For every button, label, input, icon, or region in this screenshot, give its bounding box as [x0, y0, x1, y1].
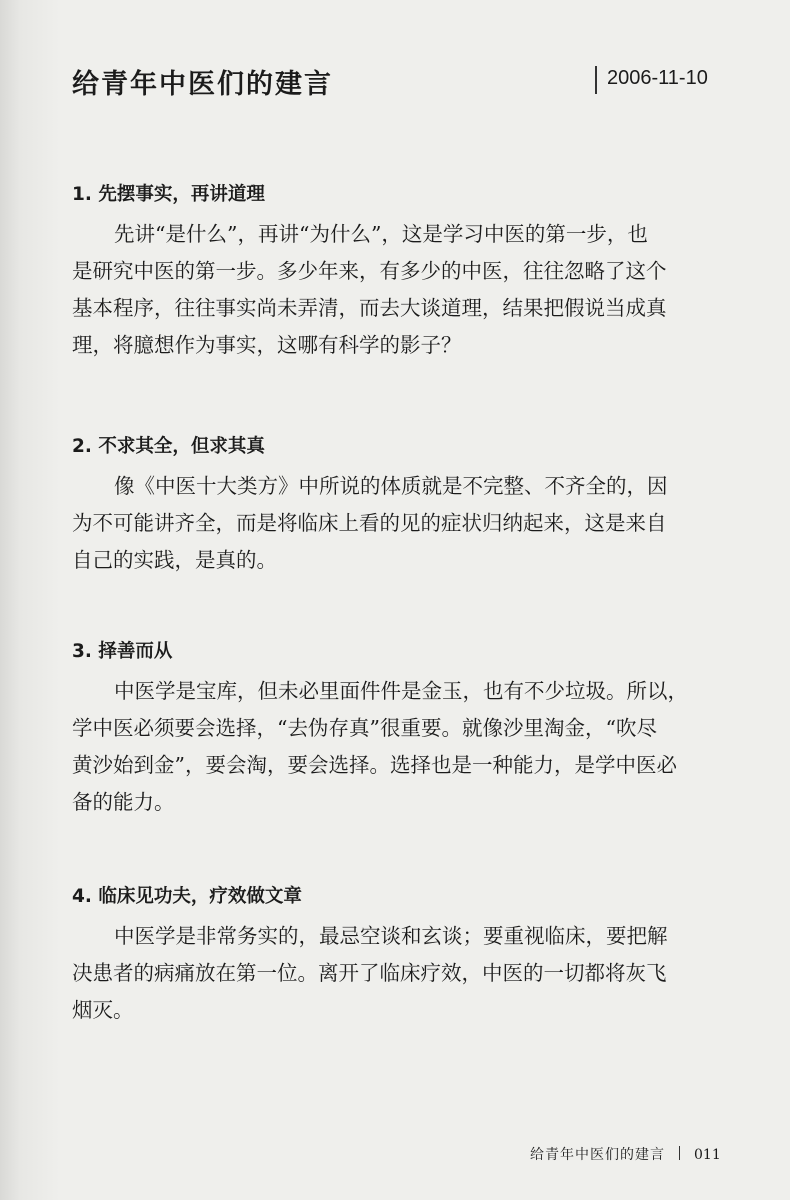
section-4: [72, 882, 712, 1029]
paragraph-line: 像《中医十大类方》中所说的体质就是不完整、不齐全的，因: [114, 474, 668, 498]
section-3: [72, 637, 712, 821]
header-divider: [595, 66, 597, 94]
paragraph-line: 先讲“是什么”，再讲“为什么”，这是学习中医的第一步，也: [114, 222, 648, 246]
section-heading: 2. 不求其全，但求其真: [72, 436, 265, 457]
paragraph-line: 烟灭。: [72, 998, 134, 1022]
paragraph-line: 是研究中医的第一步。多少年来，有多少的中医，往往忽略了这个: [72, 259, 667, 283]
paragraph-line: 中医学是宝库，但未必里面件件是金玉，也有不少垃圾。所以，: [114, 679, 688, 703]
section-heading: 1. 先摆事实，再讲道理: [72, 184, 265, 205]
paragraph-line: 学中医必须要会选择，“去伪存真”很重要。就像沙里淘金，“吹尽: [72, 716, 657, 740]
page-header: [72, 62, 712, 102]
paragraph-line: 黄沙始到金”，要会淘，要会选择。选择也是一种能力，是学中医必: [72, 753, 677, 777]
paragraph-line: 决患者的病痛放在第一位。离开了临床疗效，中医的一切都将灰飞: [72, 961, 667, 985]
page-title: 给青年中医们的建言: [72, 69, 333, 100]
section-2: [72, 432, 712, 579]
paragraph-line: 为不可能讲齐全，而是将临床上看的见的症状归纳起来，这是来自: [72, 511, 667, 535]
paragraph-line: 基本程序，往往事实尚未弄清，而去大谈道理，结果把假说当成真: [72, 296, 667, 320]
paragraph-line: 备的能力。: [72, 790, 175, 814]
section-heading: 3. 择善而从: [72, 641, 173, 662]
running-title: 给青年中医们的建言: [530, 1147, 665, 1163]
page-number: 011: [694, 1147, 721, 1163]
page-footer: [530, 1143, 721, 1167]
section-heading: 4. 临床见功夫，疗效做文章: [72, 886, 302, 907]
section-1: [72, 180, 712, 364]
paragraph-line: 理，将臆想作为事实，这哪有科学的影子？: [72, 333, 462, 357]
paragraph-line: 中医学是非常务实的，最忌空谈和玄谈；要重视临床，要把解: [114, 924, 668, 948]
footer-divider: [679, 1146, 680, 1160]
header-date: 2006-11-10: [607, 67, 708, 89]
paragraph-line: 自己的实践，是真的。: [72, 548, 277, 572]
